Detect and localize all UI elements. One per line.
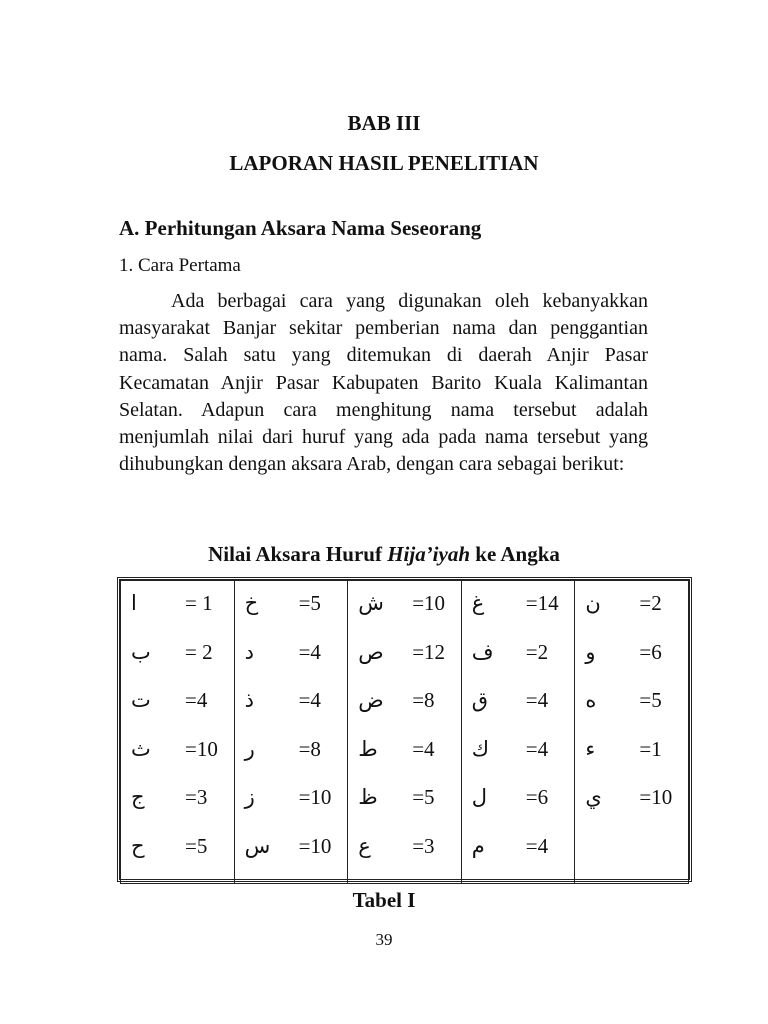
- letter-value-entry: [348, 688, 461, 737]
- arabic-letter: ر: [244, 736, 255, 761]
- letter-value-entry: [121, 640, 234, 689]
- table-caption-italic: Hija’iyah: [387, 542, 471, 566]
- letter-value-entry: [462, 737, 575, 786]
- letter-value: =2: [639, 591, 662, 615]
- letter-value: =4: [525, 688, 549, 713]
- letter-value: =12: [412, 639, 446, 664]
- body-paragraph: Ada berbagai cara yang digunakan oleh kebanyakkan masyarakat Banjar sekitar pemberian nama dan penggantian nama. Salah satu yang ditemukan di daerah Anjir Pasar Kecamatan Anjir Pasar Kabupaten Barito Kuala Kalimantan Selatan. Adapun cara menghitung nama tersebut adalah menjumlah nilai dari huruf yang ada pada nama tersebut yang dihubungkan dengan aksara Arab, dengan cara sebagai berikut:: [119, 290, 648, 476]
- letter-value-entry: [348, 785, 461, 834]
- arabic-letter: ح: [131, 833, 145, 858]
- letter-value: =4: [525, 736, 549, 761]
- arabic-letter: و: [585, 639, 596, 664]
- letter-value-entry: [235, 688, 348, 737]
- arabic-letter: ث: [131, 736, 151, 761]
- letter-value-entry: [348, 640, 461, 689]
- letter-value-entry: [575, 640, 688, 689]
- letter-value: =5: [639, 688, 662, 713]
- letter-value-entry: [235, 785, 348, 834]
- table-column-cell: [121, 581, 235, 884]
- table-label: Tabel I: [352, 888, 416, 912]
- arabic-letter: ط: [358, 736, 378, 761]
- subsection-title: 1. Cara Pertama: [119, 255, 241, 276]
- arabic-letter: ش: [358, 591, 384, 615]
- letter-value: =10: [185, 736, 218, 761]
- letter-value: =6: [639, 639, 662, 664]
- arabic-letter: ظ: [358, 785, 378, 810]
- table-caption-text: Nilai Aksara Huruf: [208, 542, 388, 566]
- letter-value: = 1: [185, 591, 213, 615]
- arabic-letter: ك: [471, 736, 490, 761]
- letter-value-entry: [235, 737, 348, 786]
- arabic-letter: ب: [131, 639, 151, 664]
- letter-value: =14: [525, 591, 559, 615]
- arabic-letter: ذ: [244, 688, 254, 713]
- chapter-heading: BAB III: [347, 111, 421, 135]
- letter-value: =10: [639, 785, 673, 810]
- table-column-cell: [575, 581, 689, 884]
- arabic-letter: ع: [358, 833, 371, 858]
- letter-value: =8: [412, 688, 435, 713]
- letter-value: =10: [412, 591, 446, 615]
- arabic-letter: ي: [585, 785, 602, 810]
- letter-value-entry: [575, 688, 688, 737]
- table-column-cell: [461, 581, 575, 884]
- letter-value: =5: [298, 591, 321, 615]
- letter-value-entry: [121, 688, 234, 737]
- arabic-letter: ا: [131, 591, 137, 615]
- letter-value-entry: [575, 737, 688, 786]
- arabic-letter: ق: [471, 688, 489, 713]
- letter-value-entry: [462, 785, 575, 834]
- letter-value: =10: [298, 785, 332, 810]
- arabic-letter: ج: [131, 785, 145, 810]
- arabic-letter: خ: [244, 591, 259, 615]
- letter-value-entry: [462, 640, 575, 689]
- chapter-title: LAPORAN HASIL PENELITIAN: [229, 151, 539, 175]
- arabic-letter: ت: [131, 688, 151, 713]
- letter-value: =6: [525, 785, 549, 810]
- letter-value: =5: [185, 833, 208, 858]
- letter-value-entry: [348, 834, 461, 883]
- letter-value-entry: [348, 737, 461, 786]
- letter-value: =4: [298, 688, 321, 713]
- table-column-cell: [234, 581, 348, 884]
- arabic-letter: ن: [585, 591, 601, 615]
- letter-value-entry: [121, 785, 234, 834]
- letter-value: =5: [412, 785, 435, 810]
- letter-value-entry: [462, 834, 575, 883]
- letter-value-entry: [235, 640, 348, 689]
- table-caption-suffix: ke Angka: [470, 542, 560, 566]
- letter-value: =4: [298, 639, 321, 664]
- arabic-letter: ل: [471, 785, 488, 810]
- arabic-letter: ز: [244, 785, 255, 810]
- letter-value: =4: [185, 688, 208, 713]
- letter-value-entry: [462, 688, 575, 737]
- arabic-letter: غ: [471, 591, 485, 615]
- letter-value: =4: [525, 833, 549, 858]
- arabic-letter: م: [471, 833, 485, 858]
- letter-value-entry: [575, 591, 688, 640]
- page-number: 39: [375, 930, 393, 949]
- letter-value: = 2: [185, 639, 213, 664]
- letter-value-entry: [348, 591, 461, 640]
- arabic-letter: ء: [585, 736, 596, 761]
- arabic-letter: ص: [358, 639, 384, 664]
- letter-value: =3: [185, 785, 208, 810]
- letter-value-entry: [235, 834, 348, 883]
- arabic-letter: د: [244, 639, 254, 664]
- letter-value: =1: [639, 736, 662, 761]
- letter-value: =2: [525, 639, 549, 664]
- letter-value-entry: [121, 737, 234, 786]
- arabic-letter: س: [244, 833, 271, 858]
- letter-value-entry: [462, 591, 575, 640]
- arabic-letter: ف: [471, 639, 494, 664]
- arabic-letter: ض: [358, 688, 384, 713]
- table-column-cell: [348, 581, 462, 884]
- section-title: A. Perhitungan Aksara Nama Seseorang: [119, 216, 482, 240]
- letter-value-entry: [575, 785, 688, 834]
- letter-value: =4: [412, 736, 435, 761]
- arabic-letter: ه: [585, 688, 597, 713]
- letter-value: =3: [412, 833, 435, 858]
- letter-value: =8: [298, 736, 321, 761]
- letter-value-entry: [235, 591, 348, 640]
- table-row: [121, 581, 689, 884]
- letter-value-entry: [121, 591, 234, 640]
- letter-value-entry: [121, 834, 234, 883]
- table-caption: [0, 542, 768, 567]
- letter-value-table: [117, 577, 692, 882]
- letter-value: =10: [298, 833, 332, 858]
